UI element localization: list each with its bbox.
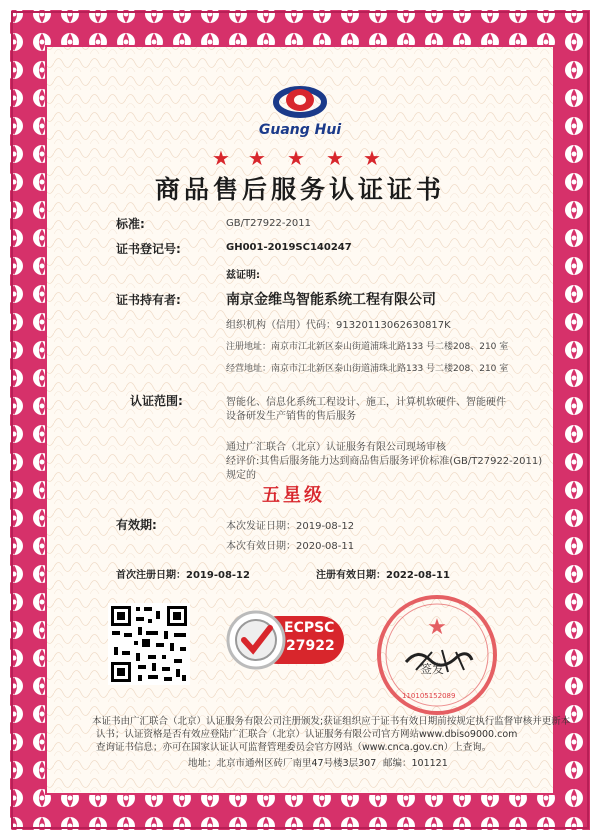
scope-line-2: 设备研发生产销售的售后服务: [226, 411, 356, 422]
rating: 五星级: [262, 485, 325, 506]
validity-label: 有效期:: [116, 518, 157, 532]
scope-line-1: 智能化、信息化系统工程设计、施工，计算机软硬件、智能硬件: [226, 397, 506, 408]
issue-date: 本次发证日期：2019-08-12: [226, 521, 355, 532]
logo-brand: Guang Hui: [258, 122, 342, 138]
reg-number-label: 证书登记号:: [116, 242, 181, 256]
expire-date: 本次有效日期：2020-08-11: [226, 541, 355, 552]
holder-label: 证书持有者:: [116, 293, 181, 307]
footer-postcode: 邮编：101121: [383, 758, 448, 769]
certificate-title: 商品售后服务认证证书: [154, 175, 445, 204]
first-registration-date: 首次注册日期：2019-08-12: [116, 570, 250, 581]
footer-line-3: 查询证书信息；亦可在国家认证认可监督管理委员会官方网站（www.cnca.gov.cn）上查询。: [96, 742, 492, 753]
star-icon: ★: [363, 146, 381, 170]
qr-code: [108, 603, 190, 685]
footer-address: 地址：北京市通州区砖厂南里47号楼3层307: [188, 758, 377, 769]
official-seal: [372, 590, 502, 720]
evaluation-line-3: 规定的: [226, 470, 256, 481]
star-icon: ★: [287, 146, 305, 170]
footer-line-1: 本证书由广汇联合（北京）认证服务有限公司注册颁发;获证组织应于证书有效日期前按规定执行监督审核并更新本: [92, 716, 571, 727]
ecpsc-number: 27922: [286, 638, 335, 654]
operating-address: 经营地址：南京市江北新区泰山街道浦珠北路133 号二楼208、210 室: [226, 364, 509, 374]
guanghui-logo: [272, 80, 328, 124]
standard-label: 标准:: [116, 217, 145, 231]
registered-address: 注册地址：南京市江北新区泰山街道浦珠北路133 号二楼208、210 室: [226, 342, 509, 352]
star-icon: ★: [326, 146, 344, 170]
seal-number: 110105152089: [402, 692, 456, 700]
evaluation-line-2: 经评价:其售后服务能力达到商品售后服务评价标准(GB/T27922-2011): [226, 456, 543, 467]
reg-number-value: GH001-2019SC140247: [226, 242, 352, 253]
evaluation-line-1: 通过广汇联合（北京）认证服务有限公司现场审核: [226, 442, 446, 453]
sign-label: 签发: [420, 662, 445, 676]
star-icon: ★: [212, 146, 230, 170]
org-code: 组织机构（信用）代码：91320113062630817K: [226, 320, 451, 331]
scope-label: 认证范围:: [130, 394, 183, 408]
proof-label: 兹证明:: [226, 270, 260, 281]
registration-valid-date: 注册有效日期：2022-08-11: [316, 570, 450, 581]
holder-name: 南京金维鸟智能系统工程有限公司: [226, 292, 436, 308]
footer-line-2: 认书；认证资格是否有效应登陆广汇联合（北京）认证服务有限公司官方网站www.dbiso9000.com: [96, 729, 518, 740]
ecpsc-text: ECPSC: [284, 620, 335, 636]
svg-text:★: ★: [427, 615, 447, 640]
star-icon: ★: [248, 146, 266, 170]
standard-value: GB/T27922-2011: [226, 218, 311, 229]
